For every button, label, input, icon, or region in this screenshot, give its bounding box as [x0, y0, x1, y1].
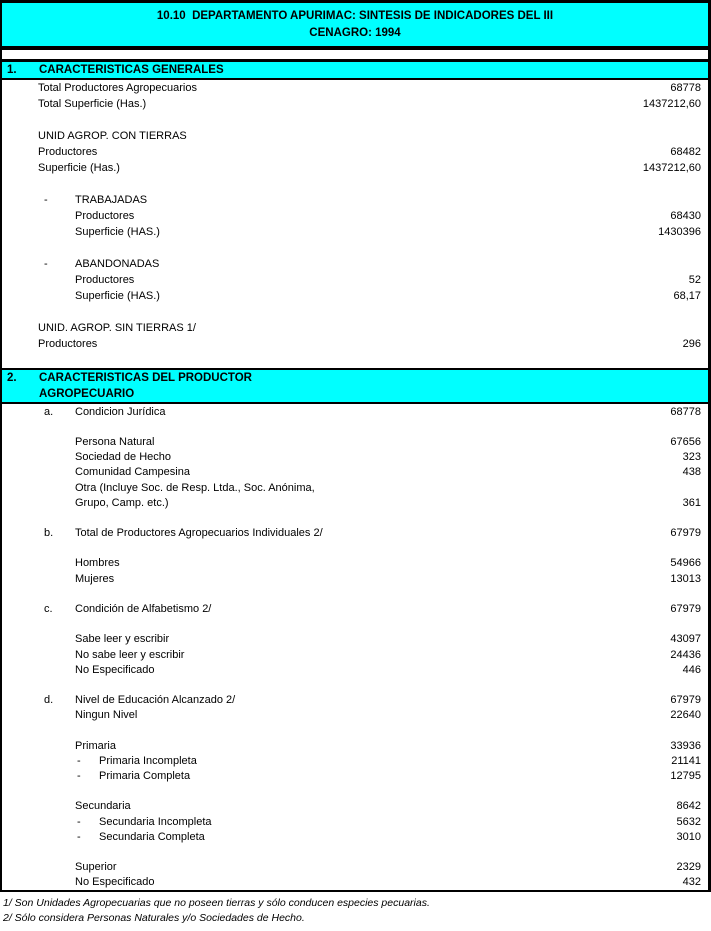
row-label: Nivel de Educación Alcanzado 2/	[75, 694, 236, 707]
blank-row	[2, 677, 708, 692]
table-row	[2, 526, 708, 541]
blank-row	[2, 176, 708, 192]
table-row	[2, 693, 708, 708]
row-label: Sabe leer y escribir	[75, 633, 170, 646]
table-row	[2, 769, 708, 784]
row-value: 52	[688, 274, 701, 286]
blank-row	[2, 541, 708, 556]
row-value: 68778	[670, 82, 701, 94]
section-heading-line: AGROPECUARIO	[39, 388, 135, 400]
table-row	[2, 601, 708, 616]
table-row	[2, 829, 708, 844]
row-dash: -	[77, 754, 81, 767]
row-value: 68482	[670, 146, 701, 158]
row-label: UNID. AGROP. SIN TIERRAS 1/	[38, 322, 196, 334]
row-label: Secundaria Completa	[99, 830, 205, 843]
row-value: 12795	[670, 770, 701, 783]
section2-rows	[2, 404, 708, 890]
row-value: 43097	[670, 633, 701, 646]
section1-heading	[39, 62, 708, 78]
table-row	[2, 556, 708, 571]
blank-row	[2, 304, 708, 320]
section1-header	[2, 62, 708, 80]
row-label: No Especificado	[75, 876, 155, 889]
row-label: Primaria	[75, 739, 116, 752]
row-label: Productores	[75, 274, 135, 286]
blank-row	[2, 510, 708, 525]
table-row	[2, 192, 708, 208]
section2-number: 2.	[7, 372, 17, 384]
row-label: Productores	[38, 338, 98, 350]
row-value: 22640	[670, 709, 701, 722]
row-value: 446	[682, 663, 701, 676]
table-row	[2, 128, 708, 144]
section2-header	[2, 368, 708, 404]
table-row	[2, 465, 708, 480]
row-label: Superior	[75, 861, 117, 874]
row-label: Superficie (HAS.)	[75, 226, 160, 238]
table-row	[2, 632, 708, 647]
table-row	[2, 80, 708, 96]
section-heading-line: CARACTERISTICAS GENERALES	[39, 64, 224, 76]
row-value: 54966	[670, 557, 701, 570]
table-row	[2, 753, 708, 768]
row-label: TRABAJADAS	[75, 194, 148, 206]
blank-row	[2, 723, 708, 738]
table-row	[2, 708, 708, 723]
table-row	[2, 288, 708, 304]
empty-spacer-row	[2, 50, 708, 59]
row-label: No Especificado	[75, 663, 155, 676]
row-label: Productores	[75, 210, 135, 222]
row-label: Productores	[38, 146, 98, 158]
row-value: 432	[682, 876, 701, 889]
table-row	[2, 160, 708, 176]
row-value: 24436	[670, 648, 701, 661]
row-value: 323	[682, 451, 701, 464]
row-value: 5632	[676, 815, 701, 828]
row-value: 68430	[670, 210, 701, 222]
blank-row	[2, 617, 708, 632]
table-row	[2, 495, 708, 510]
row-prefix: c.	[44, 603, 53, 616]
table-row	[2, 480, 708, 495]
row-label: Total Superficie (Has.)	[38, 98, 147, 110]
table-row	[2, 647, 708, 662]
row-label: Sociedad de Hecho	[75, 451, 172, 464]
footnotes	[0, 892, 711, 926]
row-label: Primaria Incompleta	[99, 754, 197, 767]
footnote-1: 1/ Son Unidades Agropecuarias que no poseen tierras y sólo conducen especies pecuarias.	[3, 897, 430, 909]
table-row	[2, 272, 708, 288]
table-row	[2, 320, 708, 336]
row-label: Condicion Jurídica	[75, 405, 166, 418]
row-label: Hombres	[75, 557, 120, 570]
row-value: 13013	[670, 572, 701, 585]
row-label: Grupo, Camp. etc.)	[75, 496, 169, 509]
row-label: Superficie (Has.)	[38, 162, 120, 174]
row-value: 361	[682, 496, 701, 509]
blank-row	[2, 112, 708, 128]
row-dash: -	[44, 258, 48, 270]
row-value: 67979	[670, 603, 701, 616]
table-row	[2, 662, 708, 677]
section1-number: 1.	[7, 64, 17, 76]
row-prefix: d.	[44, 694, 54, 707]
row-value: 8642	[676, 800, 701, 813]
row-value: 67656	[670, 435, 701, 448]
table-row	[2, 799, 708, 814]
table-row	[2, 404, 708, 419]
row-label: UNID AGROP. CON TIERRAS	[38, 130, 187, 142]
section1-rows	[2, 80, 708, 368]
row-label: Superficie (HAS.)	[75, 290, 160, 302]
table-row	[2, 814, 708, 829]
report-title-line2: CENAGRO: 1994	[309, 27, 401, 39]
table-row	[2, 144, 708, 160]
table-row	[2, 860, 708, 875]
row-label: ABANDONADAS	[75, 258, 160, 270]
row-dash: -	[44, 194, 48, 206]
row-prefix: b.	[44, 527, 54, 540]
report-title-block	[2, 3, 708, 46]
table-row	[2, 256, 708, 272]
row-label: Ningun Nivel	[75, 709, 138, 722]
row-label: No sabe leer y escribir	[75, 648, 185, 661]
report-title-line1: 10.10 DEPARTAMENTO APURIMAC: SINTESIS DE INDICADORES DEL III	[156, 10, 554, 22]
row-label: Condición de Alfabetismo 2/	[75, 603, 212, 616]
row-value: 2329	[676, 861, 701, 874]
blank-row	[2, 586, 708, 601]
row-label: Total Productores Agropecuarios	[38, 82, 197, 94]
row-value: 1437212,60	[642, 98, 701, 110]
table-row	[2, 336, 708, 352]
row-prefix: a.	[44, 405, 54, 418]
row-dash: -	[77, 770, 81, 783]
row-dash: -	[77, 830, 81, 843]
row-value: 1437212,60	[642, 162, 701, 174]
row-value: 296	[682, 338, 701, 350]
row-value: 33936	[670, 739, 701, 752]
row-value: 21141	[671, 754, 701, 767]
section2-heading	[39, 370, 708, 402]
row-label: Mujeres	[75, 572, 115, 585]
blank-row	[2, 844, 708, 859]
row-value: 1430396	[658, 226, 701, 238]
row-label: Primaria Completa	[99, 770, 191, 783]
table-row	[2, 224, 708, 240]
row-value: 438	[682, 466, 701, 479]
table-row	[2, 434, 708, 449]
row-value: 68778	[670, 405, 701, 418]
table-row	[2, 208, 708, 224]
row-value: 67979	[670, 694, 701, 707]
table-row	[2, 875, 708, 890]
row-label: Otra (Incluye Soc. de Resp. Ltda., Soc. Anónima,	[75, 481, 315, 494]
table-row	[2, 738, 708, 753]
blank-row	[2, 784, 708, 799]
row-label: Persona Natural	[75, 435, 155, 448]
row-dash: -	[77, 815, 81, 828]
table-row	[2, 571, 708, 586]
row-value: 68,17	[673, 290, 701, 302]
footnote-2: 2/ Sólo considera Personas Naturales y/o Sociedades de Hecho.	[3, 912, 305, 924]
blank-row	[2, 240, 708, 256]
blank-row	[2, 419, 708, 434]
section-heading-line: CARACTERISTICAS DEL PRODUCTOR	[39, 372, 252, 384]
row-label: Secundaria Incompleta	[99, 815, 212, 828]
row-value: 67979	[670, 527, 701, 540]
table-row	[2, 450, 708, 465]
row-label: Comunidad Campesina	[75, 466, 190, 479]
row-label: Secundaria	[75, 800, 131, 813]
table-row	[2, 96, 708, 112]
blank-row	[2, 352, 708, 368]
row-value: 3010	[676, 830, 701, 843]
row-label: Total de Productores Agropecuarios Individuales 2/	[75, 527, 323, 540]
